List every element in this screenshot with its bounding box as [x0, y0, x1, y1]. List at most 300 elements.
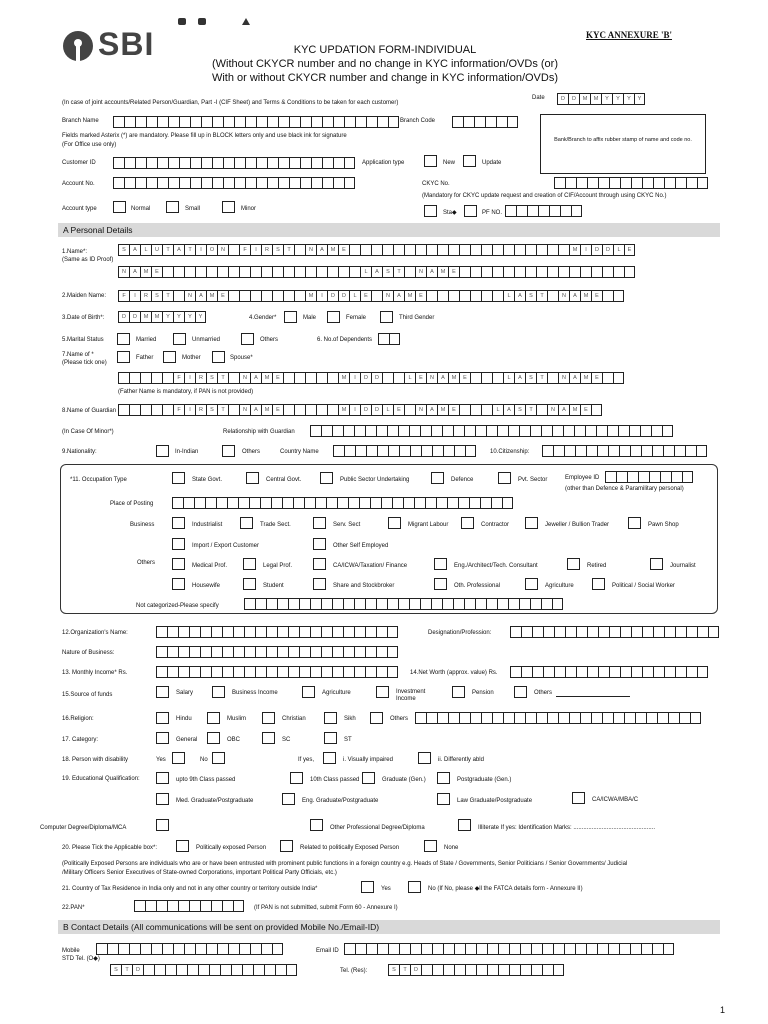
input-cell[interactable]: [264, 964, 275, 976]
input-cell[interactable]: I: [129, 290, 140, 302]
input-cell[interactable]: [333, 116, 344, 128]
input-cell[interactable]: [613, 290, 624, 302]
input-cell[interactable]: [454, 445, 465, 457]
input-cell[interactable]: [344, 157, 355, 169]
input-cell[interactable]: [459, 404, 470, 416]
input-cell[interactable]: [134, 900, 145, 912]
input-cell[interactable]: [370, 497, 381, 509]
input-cell[interactable]: [283, 404, 294, 416]
input-cell[interactable]: [465, 943, 476, 955]
input-cell[interactable]: [234, 177, 245, 189]
input-cell[interactable]: [244, 646, 255, 658]
pan-field[interactable]: [134, 900, 244, 912]
input-cell[interactable]: [497, 598, 508, 610]
input-cell[interactable]: [580, 266, 591, 278]
input-cell[interactable]: [299, 626, 310, 638]
input-cell[interactable]: I: [580, 244, 591, 256]
input-cell[interactable]: [289, 157, 300, 169]
input-cell[interactable]: N: [415, 266, 426, 278]
sc-checkbox[interactable]: [262, 732, 275, 744]
date-field[interactable]: [557, 93, 645, 105]
org-field[interactable]: [156, 626, 398, 638]
input-cell[interactable]: N: [184, 290, 195, 302]
defence-checkbox[interactable]: [431, 472, 444, 484]
input-cell[interactable]: [486, 425, 497, 437]
input-cell[interactable]: S: [206, 404, 217, 416]
input-cell[interactable]: [338, 266, 349, 278]
input-cell[interactable]: [564, 445, 575, 457]
input-cell[interactable]: [365, 626, 376, 638]
branch-code-field[interactable]: [452, 116, 518, 128]
central-govt-checkbox[interactable]: [246, 472, 259, 484]
input-cell[interactable]: [576, 666, 587, 678]
input-cell[interactable]: [228, 943, 239, 955]
input-cell[interactable]: A: [371, 266, 382, 278]
input-cell[interactable]: [620, 626, 631, 638]
input-cell[interactable]: [492, 290, 503, 302]
input-cell[interactable]: [497, 425, 508, 437]
input-cell[interactable]: M: [579, 93, 590, 105]
input-cell[interactable]: [425, 497, 436, 509]
input-cell[interactable]: [151, 372, 162, 384]
bincome-checkbox[interactable]: [212, 686, 225, 698]
input-cell[interactable]: [527, 205, 538, 217]
input-cell[interactable]: [200, 666, 211, 678]
input-cell[interactable]: [223, 157, 234, 169]
dependents-field[interactable]: [378, 333, 400, 345]
input-cell[interactable]: [448, 290, 459, 302]
input-cell[interactable]: [487, 943, 498, 955]
input-cell[interactable]: E: [338, 244, 349, 256]
input-cell[interactable]: [387, 598, 398, 610]
input-cell[interactable]: [299, 598, 310, 610]
input-cell[interactable]: [453, 425, 464, 437]
input-cell[interactable]: [565, 177, 576, 189]
input-cell[interactable]: [620, 666, 631, 678]
st-checkbox[interactable]: [324, 732, 337, 744]
input-cell[interactable]: [266, 646, 277, 658]
related-pep-checkbox[interactable]: [280, 840, 293, 852]
input-cell[interactable]: [459, 266, 470, 278]
graduate-checkbox[interactable]: [362, 772, 375, 784]
input-cell[interactable]: N: [118, 266, 129, 278]
input-cell[interactable]: [293, 497, 304, 509]
input-cell[interactable]: [649, 471, 660, 483]
account-no-field[interactable]: [113, 177, 355, 189]
input-cell[interactable]: [378, 333, 389, 345]
input-cell[interactable]: [443, 943, 454, 955]
agri-checkbox[interactable]: [525, 578, 538, 590]
input-cell[interactable]: [354, 598, 365, 610]
input-cell[interactable]: [641, 445, 652, 457]
input-cell[interactable]: [200, 626, 211, 638]
contractor-checkbox[interactable]: [461, 517, 474, 529]
input-cell[interactable]: D: [327, 290, 338, 302]
input-cell[interactable]: [355, 943, 366, 955]
input-cell[interactable]: [690, 712, 701, 724]
tel-res-field[interactable]: [388, 964, 564, 976]
input-cell[interactable]: [250, 290, 261, 302]
input-cell[interactable]: S: [151, 290, 162, 302]
input-cell[interactable]: [187, 964, 198, 976]
input-cell[interactable]: [520, 964, 531, 976]
input-cell[interactable]: [547, 290, 558, 302]
input-cell[interactable]: [209, 964, 220, 976]
input-cell[interactable]: [189, 666, 200, 678]
political-checkbox[interactable]: [592, 578, 605, 590]
law-grad-checkbox[interactable]: [437, 793, 450, 805]
pep-checkbox[interactable]: [176, 840, 189, 852]
pension-checkbox[interactable]: [452, 686, 465, 698]
input-cell[interactable]: A: [195, 290, 206, 302]
input-cell[interactable]: [118, 943, 129, 955]
input-cell[interactable]: [554, 666, 565, 678]
differently-checkbox[interactable]: [418, 752, 431, 764]
input-cell[interactable]: [151, 404, 162, 416]
input-cell[interactable]: T: [162, 244, 173, 256]
input-cell[interactable]: [597, 445, 608, 457]
input-cell[interactable]: T: [121, 964, 132, 976]
input-cell[interactable]: Y: [601, 93, 612, 105]
input-cell[interactable]: [620, 177, 631, 189]
input-cell[interactable]: [585, 425, 596, 437]
input-cell[interactable]: [421, 943, 432, 955]
maiden-row[interactable]: [118, 290, 624, 302]
input-cell[interactable]: [266, 666, 277, 678]
input-cell[interactable]: [231, 964, 242, 976]
input-cell[interactable]: [675, 666, 686, 678]
input-cell[interactable]: [387, 425, 398, 437]
input-cell[interactable]: S: [206, 372, 217, 384]
nationality-others-checkbox[interactable]: [222, 445, 235, 457]
small-checkbox[interactable]: [166, 201, 179, 213]
input-cell[interactable]: [321, 425, 332, 437]
tenth-checkbox[interactable]: [290, 772, 303, 784]
input-cell[interactable]: E: [591, 290, 602, 302]
input-cell[interactable]: [315, 497, 326, 509]
input-cell[interactable]: M: [590, 93, 601, 105]
input-cell[interactable]: [613, 712, 624, 724]
input-cell[interactable]: [316, 266, 327, 278]
input-cell[interactable]: [228, 266, 239, 278]
input-cell[interactable]: [679, 712, 690, 724]
input-cell[interactable]: [157, 177, 168, 189]
input-cell[interactable]: R: [140, 290, 151, 302]
input-cell[interactable]: E: [459, 372, 470, 384]
input-cell[interactable]: N: [239, 404, 250, 416]
input-cell[interactable]: L: [349, 290, 360, 302]
staff-checkbox[interactable]: [424, 205, 437, 217]
input-cell[interactable]: T: [162, 290, 173, 302]
input-cell[interactable]: [118, 372, 129, 384]
input-cell[interactable]: [222, 646, 233, 658]
input-cell[interactable]: [563, 425, 574, 437]
std-tel-office-field[interactable]: [110, 964, 297, 976]
input-cell[interactable]: M: [140, 266, 151, 278]
input-cell[interactable]: [239, 290, 250, 302]
input-cell[interactable]: N: [305, 244, 316, 256]
input-cell[interactable]: [190, 177, 201, 189]
input-cell[interactable]: [619, 445, 630, 457]
illiterate-checkbox[interactable]: [458, 819, 471, 831]
disability-no-checkbox[interactable]: [212, 752, 225, 764]
input-cell[interactable]: [266, 626, 277, 638]
input-cell[interactable]: [200, 900, 211, 912]
input-cell[interactable]: M: [140, 311, 151, 323]
input-cell[interactable]: [206, 943, 217, 955]
med-grad-checkbox[interactable]: [156, 793, 169, 805]
input-cell[interactable]: [470, 404, 481, 416]
input-cell[interactable]: [162, 266, 173, 278]
input-cell[interactable]: [404, 404, 415, 416]
input-cell[interactable]: [651, 425, 662, 437]
input-cell[interactable]: [371, 290, 382, 302]
input-cell[interactable]: [201, 157, 212, 169]
input-cell[interactable]: S: [525, 290, 536, 302]
input-cell[interactable]: [294, 266, 305, 278]
muslim-checkbox[interactable]: [207, 712, 220, 724]
input-cell[interactable]: [311, 157, 322, 169]
input-cell[interactable]: [167, 666, 178, 678]
input-cell[interactable]: [376, 626, 387, 638]
input-cell[interactable]: [154, 964, 165, 976]
christian-checkbox[interactable]: [262, 712, 275, 724]
pf-checkbox[interactable]: [464, 205, 477, 217]
input-cell[interactable]: [587, 666, 598, 678]
input-cell[interactable]: [165, 964, 176, 976]
marital-others-checkbox[interactable]: [241, 333, 254, 345]
input-cell[interactable]: [327, 266, 338, 278]
pawn-checkbox[interactable]: [628, 517, 641, 529]
input-cell[interactable]: A: [437, 372, 448, 384]
input-cell[interactable]: [212, 116, 223, 128]
input-cell[interactable]: [162, 372, 173, 384]
input-cell[interactable]: [393, 372, 404, 384]
input-cell[interactable]: [168, 116, 179, 128]
input-cell[interactable]: [129, 943, 140, 955]
input-cell[interactable]: [179, 177, 190, 189]
none-checkbox[interactable]: [424, 840, 437, 852]
input-cell[interactable]: [299, 646, 310, 658]
input-cell[interactable]: [476, 964, 487, 976]
input-cell[interactable]: [618, 425, 629, 437]
input-cell[interactable]: S: [272, 244, 283, 256]
input-cell[interactable]: [507, 116, 518, 128]
input-cell[interactable]: [107, 943, 118, 955]
input-cell[interactable]: [503, 266, 514, 278]
input-cell[interactable]: [294, 404, 305, 416]
input-cell[interactable]: [167, 646, 178, 658]
input-cell[interactable]: S: [118, 244, 129, 256]
input-cell[interactable]: [530, 598, 541, 610]
input-cell[interactable]: [591, 712, 602, 724]
obc-checkbox[interactable]: [207, 732, 220, 744]
input-cell[interactable]: [481, 290, 492, 302]
self-employed-checkbox[interactable]: [313, 538, 326, 550]
input-cell[interactable]: [591, 266, 602, 278]
input-cell[interactable]: [399, 943, 410, 955]
input-cell[interactable]: [496, 116, 507, 128]
input-cell[interactable]: [543, 626, 554, 638]
input-cell[interactable]: E: [580, 404, 591, 416]
input-cell[interactable]: A: [569, 372, 580, 384]
input-cell[interactable]: [398, 425, 409, 437]
input-cell[interactable]: [283, 290, 294, 302]
input-cell[interactable]: [547, 266, 558, 278]
in-indian-checkbox[interactable]: [156, 445, 169, 457]
input-cell[interactable]: M: [261, 404, 272, 416]
input-cell[interactable]: [388, 445, 399, 457]
input-cell[interactable]: [228, 244, 239, 256]
customer-id-field[interactable]: [113, 157, 355, 169]
input-cell[interactable]: [288, 646, 299, 658]
input-cell[interactable]: [387, 646, 398, 658]
input-cell[interactable]: [607, 425, 618, 437]
input-cell[interactable]: [253, 964, 264, 976]
input-cell[interactable]: R: [195, 372, 206, 384]
input-cell[interactable]: [443, 445, 454, 457]
input-cell[interactable]: [388, 943, 399, 955]
input-cell[interactable]: N: [217, 244, 228, 256]
input-cell[interactable]: A: [316, 244, 327, 256]
input-cell[interactable]: [560, 205, 571, 217]
input-cell[interactable]: [195, 266, 206, 278]
input-cell[interactable]: [289, 116, 300, 128]
input-cell[interactable]: [233, 900, 244, 912]
input-cell[interactable]: [437, 244, 448, 256]
income-field[interactable]: [156, 666, 398, 678]
input-cell[interactable]: [476, 943, 487, 955]
nature-field[interactable]: [156, 646, 398, 658]
input-cell[interactable]: [605, 471, 616, 483]
input-cell[interactable]: [641, 943, 652, 955]
input-cell[interactable]: D: [602, 244, 613, 256]
input-cell[interactable]: T: [399, 964, 410, 976]
input-cell[interactable]: [520, 943, 531, 955]
input-cell[interactable]: [652, 943, 663, 955]
input-cell[interactable]: [349, 244, 360, 256]
input-cell[interactable]: E: [151, 266, 162, 278]
input-cell[interactable]: I: [250, 244, 261, 256]
input-cell[interactable]: [365, 646, 376, 658]
input-cell[interactable]: E: [624, 244, 635, 256]
guardian-name-row[interactable]: [118, 404, 602, 416]
input-cell[interactable]: [145, 900, 156, 912]
designation-field[interactable]: [510, 626, 719, 638]
input-cell[interactable]: M: [580, 372, 591, 384]
input-cell[interactable]: [261, 943, 272, 955]
input-cell[interactable]: [463, 116, 474, 128]
input-cell[interactable]: [333, 445, 344, 457]
input-cell[interactable]: [184, 943, 195, 955]
name-row-2[interactable]: [118, 266, 635, 278]
input-cell[interactable]: [300, 157, 311, 169]
source-others-checkbox[interactable]: [514, 686, 527, 698]
input-cell[interactable]: [179, 157, 190, 169]
input-cell[interactable]: [565, 626, 576, 638]
input-cell[interactable]: [250, 266, 261, 278]
input-cell[interactable]: [536, 404, 547, 416]
input-cell[interactable]: [392, 497, 403, 509]
input-cell[interactable]: [576, 626, 587, 638]
input-cell[interactable]: [267, 177, 278, 189]
input-cell[interactable]: [538, 205, 549, 217]
input-cell[interactable]: [492, 712, 503, 724]
input-cell[interactable]: [502, 497, 513, 509]
input-cell[interactable]: [168, 177, 179, 189]
input-cell[interactable]: [333, 177, 344, 189]
input-cell[interactable]: [359, 497, 370, 509]
input-cell[interactable]: [371, 244, 382, 256]
input-cell[interactable]: [492, 372, 503, 384]
input-cell[interactable]: R: [195, 404, 206, 416]
sikh-checkbox[interactable]: [324, 712, 337, 724]
input-cell[interactable]: S: [110, 964, 121, 976]
input-cell[interactable]: [481, 712, 492, 724]
input-cell[interactable]: F: [239, 244, 250, 256]
input-cell[interactable]: [485, 116, 496, 128]
input-cell[interactable]: [674, 445, 685, 457]
input-cell[interactable]: [409, 425, 420, 437]
input-cell[interactable]: [587, 626, 598, 638]
input-cell[interactable]: [657, 712, 668, 724]
input-cell[interactable]: [344, 445, 355, 457]
input-cell[interactable]: [708, 626, 719, 638]
input-cell[interactable]: [686, 626, 697, 638]
input-cell[interactable]: [151, 943, 162, 955]
input-cell[interactable]: [652, 445, 663, 457]
input-cell[interactable]: [547, 372, 558, 384]
input-cell[interactable]: [173, 266, 184, 278]
input-cell[interactable]: T: [217, 372, 228, 384]
input-cell[interactable]: [437, 290, 448, 302]
input-cell[interactable]: M: [448, 372, 459, 384]
input-cell[interactable]: [697, 177, 708, 189]
input-cell[interactable]: [183, 497, 194, 509]
input-cell[interactable]: S: [514, 404, 525, 416]
input-cell[interactable]: [355, 445, 366, 457]
input-cell[interactable]: [283, 266, 294, 278]
input-cell[interactable]: [553, 964, 564, 976]
input-cell[interactable]: [443, 964, 454, 976]
minor-checkbox[interactable]: [222, 201, 235, 213]
input-cell[interactable]: [664, 666, 675, 678]
input-cell[interactable]: A: [250, 372, 261, 384]
input-cell[interactable]: [189, 900, 200, 912]
input-cell[interactable]: [598, 626, 609, 638]
input-cell[interactable]: [310, 666, 321, 678]
input-cell[interactable]: [619, 943, 630, 955]
input-cell[interactable]: [348, 497, 359, 509]
input-cell[interactable]: [576, 177, 587, 189]
input-cell[interactable]: [697, 666, 708, 678]
input-cell[interactable]: [322, 157, 333, 169]
not-categorized-field[interactable]: [244, 598, 563, 610]
input-cell[interactable]: [447, 497, 458, 509]
input-cell[interactable]: [552, 598, 563, 610]
input-cell[interactable]: [697, 626, 708, 638]
input-cell[interactable]: [377, 116, 388, 128]
input-cell[interactable]: [343, 646, 354, 658]
input-cell[interactable]: [288, 598, 299, 610]
input-cell[interactable]: E: [591, 372, 602, 384]
input-cell[interactable]: [377, 943, 388, 955]
input-cell[interactable]: [426, 712, 437, 724]
input-cell[interactable]: D: [118, 311, 129, 323]
input-cell[interactable]: [653, 666, 664, 678]
input-cell[interactable]: [498, 964, 509, 976]
input-cell[interactable]: I: [184, 372, 195, 384]
